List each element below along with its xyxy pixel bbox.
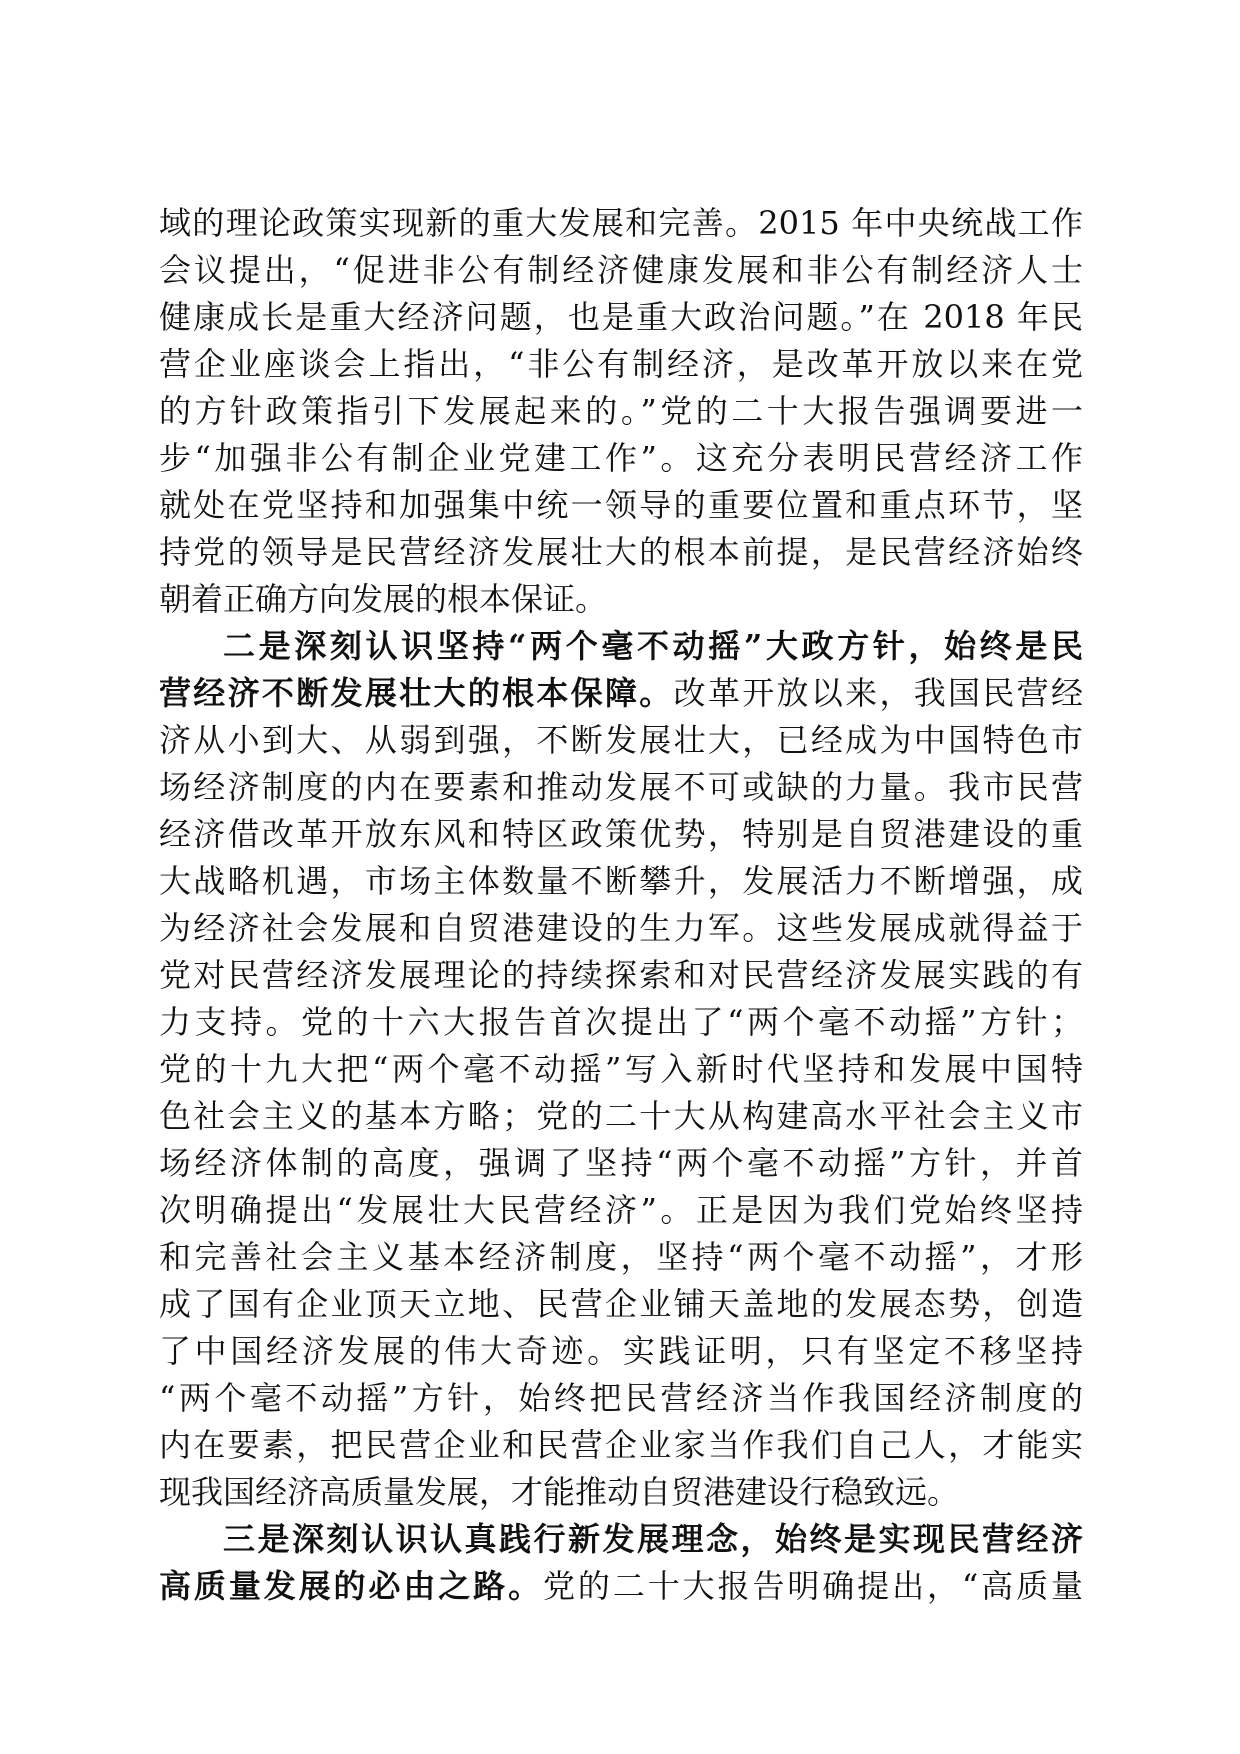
paragraph-2-line-12: 场经济体制的高度，强调了坚持“两个毫不动摇”方针，并首 — [159, 1144, 1083, 1182]
paragraph-2-heading-end: 营经济不断发展壮大的根本保障。 — [159, 674, 674, 712]
paragraph-2-line-14: 和完善社会主义基本经济制度，坚持“两个毫不动摇”，才形 — [159, 1238, 1083, 1276]
paragraph-1-line-7: 就处在党坚持和加强集中统一领导的重要位置和重点环节，坚 — [159, 486, 1083, 524]
paragraph-3-heading: 三是深刻认识认真践行新发展理念，始终是实现民营经济 — [223, 1520, 1083, 1558]
paragraph-2-line-13: 次明确提出“发展壮大民营经济”。正是因为我们党始终坚持 — [159, 1191, 1083, 1229]
paragraph-2-line-18: 内在要素，把民营企业和民营企业家当作我们自己人，才能实 — [159, 1426, 1083, 1464]
paragraph-1-line-2: 会议提出，“促进非公有制经济健康发展和非公有制经济人士 — [159, 251, 1083, 289]
paragraph-1-line-1: 域的理论政策实现新的重大发展和完善。2015 年中央统战工作 — [159, 204, 1083, 242]
paragraph-2-line-11: 色社会主义的基本方略；党的二十大从构建高水平社会主义市 — [159, 1097, 1083, 1135]
paragraph-2-line-6: 大战略机遇，市场主体数量不断攀升，发展活力不断增强，成 — [159, 862, 1083, 900]
paragraph-1-line-8: 持党的领导是民营经济发展壮大的根本前提，是民营经济始终 — [159, 533, 1083, 571]
paragraph-2-line-5: 经济借改革开放东风和特区政策优势，特别是自贸港建设的重 — [159, 815, 1083, 853]
paragraph-3-heading-end: 高质量发展的必由之路。 — [159, 1567, 543, 1605]
paragraph-3-line-2 — [159, 1563, 1083, 1610]
paragraph-1-line-3: 健康成长是重大经济问题，也是重大政治问题。”在 2018 年民 — [159, 298, 1083, 336]
document-body — [159, 200, 1083, 1610]
paragraph-1-line-6: 步“加强非公有制企业党建工作”。这充分表明民营经济工作 — [159, 439, 1083, 477]
paragraph-2-line-10: 党的十九大把“两个毫不动摇”写入新时代坚持和发展中国特 — [159, 1050, 1083, 1088]
paragraph-1-line-4: 营企业座谈会上指出，“非公有制经济，是改革开放以来在党 — [159, 345, 1083, 383]
paragraph-1-line-9: 朝着正确方向发展的根本保证。 — [159, 580, 608, 618]
paragraph-2-line-9: 力支持。党的十六大报告首次提出了“两个毫不动摇”方针； — [159, 1003, 1083, 1041]
paragraph-2-heading-line-1 — [159, 623, 1083, 670]
paragraph-2-line-17: “两个毫不动摇”方针，始终把民营经济当作我国经济制度的 — [159, 1379, 1083, 1417]
paragraph-2-heading: 二是深刻认识坚持“两个毫不动摇”大政方针，始终是民 — [223, 627, 1083, 665]
paragraph-2-line-2 — [159, 670, 1083, 717]
paragraph-3-heading-line-1 — [159, 1516, 1083, 1563]
paragraph-2-line-19: 现我国经济高质量发展，才能推动自贸港建设行稳致远。 — [159, 1473, 960, 1511]
paragraph-3-line-2-text: 党的二十大报告明确提出，“高质量 — [543, 1567, 1083, 1605]
paragraph-2-line-16: 了中国经济发展的伟大奇迹。实践证明，只有坚定不移坚持 — [159, 1332, 1083, 1370]
paragraph-2-line-3: 济从小到大、从弱到强，不断发展壮大，已经成为中国特色市 — [159, 721, 1083, 759]
paragraph-1-line-5: 的方针政策指引下发展起来的。”党的二十大报告强调要进一 — [159, 392, 1083, 430]
paragraph-2-line-2-text: 改革开放以来，我国民营经 — [673, 674, 1083, 712]
paragraph-2-line-4: 场经济制度的内在要素和推动发展不可或缺的力量。我市民营 — [159, 768, 1083, 806]
paragraph-2-line-15: 成了国有企业顶天立地、民营企业铺天盖地的发展态势，创造 — [159, 1285, 1083, 1323]
paragraph-2-line-8: 党对民营经济发展理论的持续探索和对民营经济发展实践的有 — [159, 956, 1083, 994]
paragraph-2-line-7: 为经济社会发展和自贸港建设的生力军。这些发展成就得益于 — [159, 909, 1083, 947]
